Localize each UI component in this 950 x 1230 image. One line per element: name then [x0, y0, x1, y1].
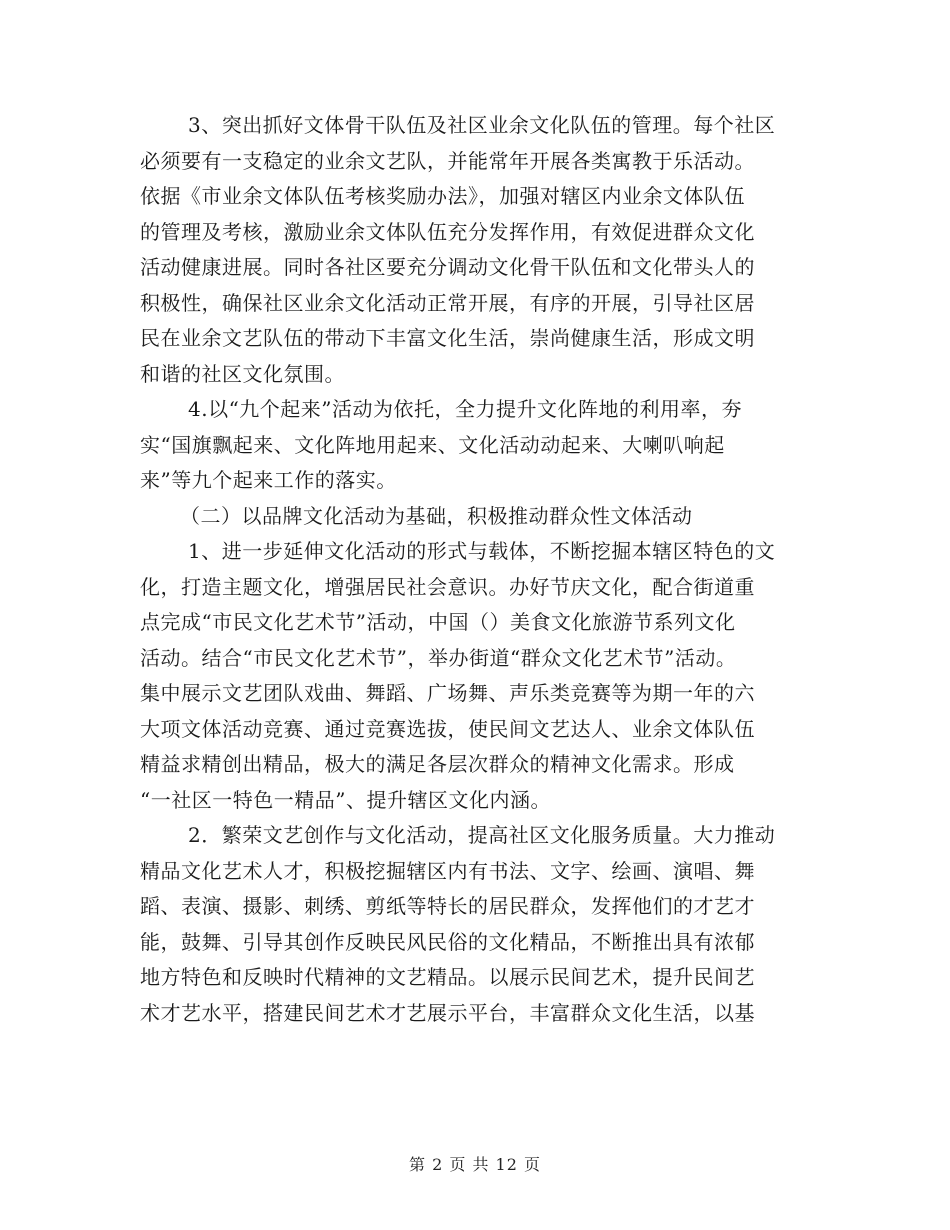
paragraph-3-line-4: 的管理及考核，激励业余文体队伍充分发挥作用，有效促进群众文化: [140, 219, 755, 244]
paragraph-s2-1-line-3: 点完成“市民文化艺术节”活动，中国（）美食文化旅游节系列文化: [140, 610, 736, 634]
paragraph-s2-2-line-5: 地方特色和反映时代精神的文艺精品。以展示民间艺术，提升民间艺: [140, 965, 755, 989]
paragraph-s2-2-line-1: 2．繁荣文艺创作与文化活动，提高社区文化服务质量。大力推动: [188, 823, 776, 847]
paragraph-s2-1-line-4: 活动。结合“市民文化艺术节”，举办街道“群众文化艺术节”活动。: [140, 645, 737, 670]
paragraph-3-line-1: 3、突出抓好文体骨干队伍及社区业余文化队伍的管理。每个社区: [188, 113, 776, 137]
paragraph-3-line-8: 和谐的社区文化氛围。: [140, 361, 345, 386]
paragraph-s2-1-line-2: 化，打造主题文化，增强居民社会意识。办好节庆文化，配合街道重: [140, 574, 755, 599]
paragraph-3-line-7: 民在业余文艺队伍的带动下丰富文化生活，崇尚健康生活，形成文明: [140, 326, 755, 350]
page-number-footer: 第 2 页 共 12 页: [409, 1155, 541, 1174]
paragraph-4-line-2: 实“国旗飘起来、文化阵地用起来、文化活动动起来、大喇叭响起: [140, 432, 725, 457]
paragraph-s2-2-line-2: 精品文化艺术人才，积极挖掘辖区内有书法、文字、绘画、演唱、舞: [140, 858, 755, 883]
document-body: [140, 108, 820, 1031]
paragraph-3-line-3: 依据《市业余文体队伍考核奖励办法》，加强对辖区内业余文体队伍: [140, 184, 745, 208]
paragraph-s2-2-line-3: 蹈、表演、摄影、刺绣、剪纸等特长的居民群众，发挥他们的才艺才: [140, 894, 755, 918]
paragraph-3-line-5: 活动健康进展。同时各社区要充分调动文化骨干队伍和文化带头人的: [140, 255, 755, 279]
paragraph-s2-1-line-1: 1、进一步延伸文化活动的形式与载体，不断挖掘本辖区特色的文: [188, 539, 776, 563]
paragraph-s2-1-line-8: “一社区一特色一精品”、提升辖区文化内涵。: [140, 787, 551, 812]
paragraph-s2-2-line-6: 术才艺水平，搭建民间艺术才艺展示平台，丰富群众文化生活，以基: [140, 1000, 755, 1025]
paragraph-3-line-2: 必须要有一支稳定的业余文艺队，并能常年开展各类寓教于乐活动。: [140, 148, 755, 173]
paragraph-4-line-3: 来”等九个起来工作的落实。: [140, 468, 397, 492]
paragraph-s2-2-line-4: 能，鼓舞、引导其创作反映民风民俗的文化精品，不断推出具有浓郁: [140, 929, 755, 954]
paragraph-s2-1-line-7: 精益求精创出精品，极大的满足各层次群众的精神文化需求。形成: [140, 752, 735, 776]
paragraph-s2-1-line-5: 集中展示文艺团队戏曲、舞蹈、广场舞、声乐类竞赛等为期一年的六: [140, 681, 755, 705]
paragraph-3-line-6: 积极性，确保社区业余文化活动正常开展，有序的开展，引导社区居: [140, 290, 755, 315]
section-heading-2: （二）以品牌文化活动为基础，积极推动群众性文体活动: [180, 503, 693, 528]
paragraph-s2-1-line-6: 大项文体活动竞赛、通过竞赛选拔，使民间文艺达人、业余文体队伍: [140, 716, 755, 741]
paragraph-4-line-1: 4.以“九个起来”活动为依托，全力提升文化阵地的利用率，夯: [188, 397, 743, 421]
